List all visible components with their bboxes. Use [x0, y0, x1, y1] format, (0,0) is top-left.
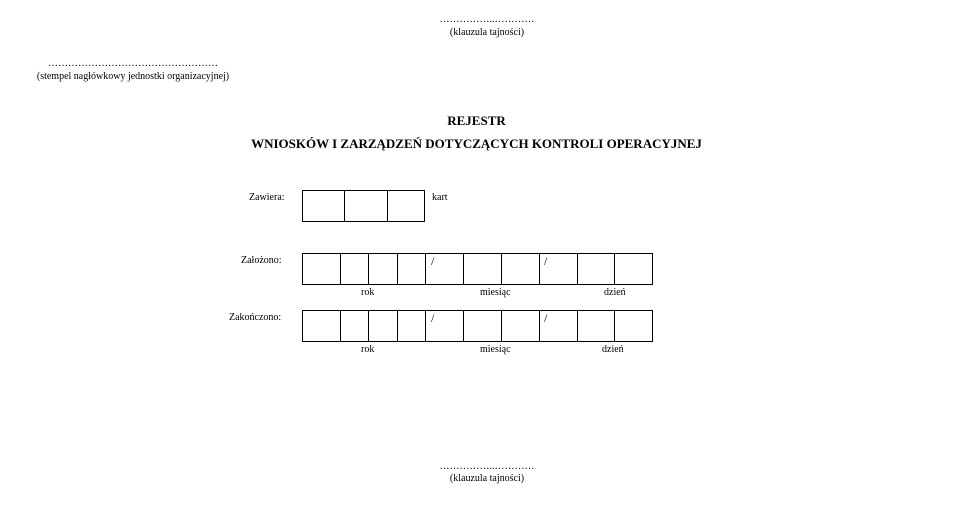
closed-label: Zakończono: — [229, 312, 282, 323]
closed-year-box-2[interactable] — [340, 310, 369, 342]
closed-slash-1: / — [431, 311, 435, 325]
founded-year-label: rok — [361, 287, 375, 298]
document-title: REJESTR — [447, 113, 506, 128]
founded-year-box-2[interactable] — [340, 253, 369, 285]
closed-month-box-1[interactable] — [463, 310, 502, 342]
stamp-label: (stempel nagłówkowy jednostki organizacyjnej) — [36, 71, 230, 82]
founded-slash-1: / — [431, 254, 435, 268]
closed-slash-2: / — [544, 311, 548, 325]
closed-day-box-2[interactable] — [614, 310, 653, 342]
closed-month-box-2[interactable] — [501, 310, 540, 342]
document-subtitle: WNIOSKÓW I ZARZĄDZEŃ DOTYCZĄCYCH KONTROLI OPERACYJNEJ — [251, 136, 702, 151]
closed-year-box-3[interactable] — [368, 310, 398, 342]
contains-label: Zawiera: — [249, 192, 285, 203]
founded-year-box-1[interactable] — [302, 253, 341, 285]
closed-month-label: miesiąc — [480, 344, 511, 355]
closed-day-box-1[interactable] — [577, 310, 615, 342]
top-classification-dots: ……………..………… — [439, 14, 535, 25]
top-classification-label: (klauzula tajności) — [449, 27, 525, 38]
closed-year-box-4[interactable] — [397, 310, 426, 342]
contains-digit-box-2[interactable] — [344, 190, 388, 222]
stamp-dots: …………………………………………… — [48, 58, 218, 69]
founded-month-label: miesiąc — [480, 287, 511, 298]
founded-day-box-2[interactable] — [614, 253, 653, 285]
founded-slash-2: / — [544, 254, 548, 268]
bottom-classification-dots: ……………..………… — [439, 461, 535, 472]
contains-digit-box-1[interactable] — [302, 190, 345, 222]
closed-year-label: rok — [361, 344, 375, 355]
contains-unit-label: kart — [432, 192, 448, 203]
founded-day-label: dzień — [604, 287, 626, 298]
founded-day-box-1[interactable] — [577, 253, 615, 285]
closed-year-box-1[interactable] — [302, 310, 341, 342]
founded-month-box-2[interactable] — [501, 253, 540, 285]
founded-year-box-3[interactable] — [368, 253, 398, 285]
closed-day-label: dzień — [602, 344, 624, 355]
founded-label: Założono: — [241, 255, 282, 266]
founded-month-box-1[interactable] — [463, 253, 502, 285]
contains-digit-box-3[interactable] — [387, 190, 425, 222]
founded-year-box-4[interactable] — [397, 253, 426, 285]
bottom-classification-label: (klauzula tajności) — [449, 473, 525, 484]
